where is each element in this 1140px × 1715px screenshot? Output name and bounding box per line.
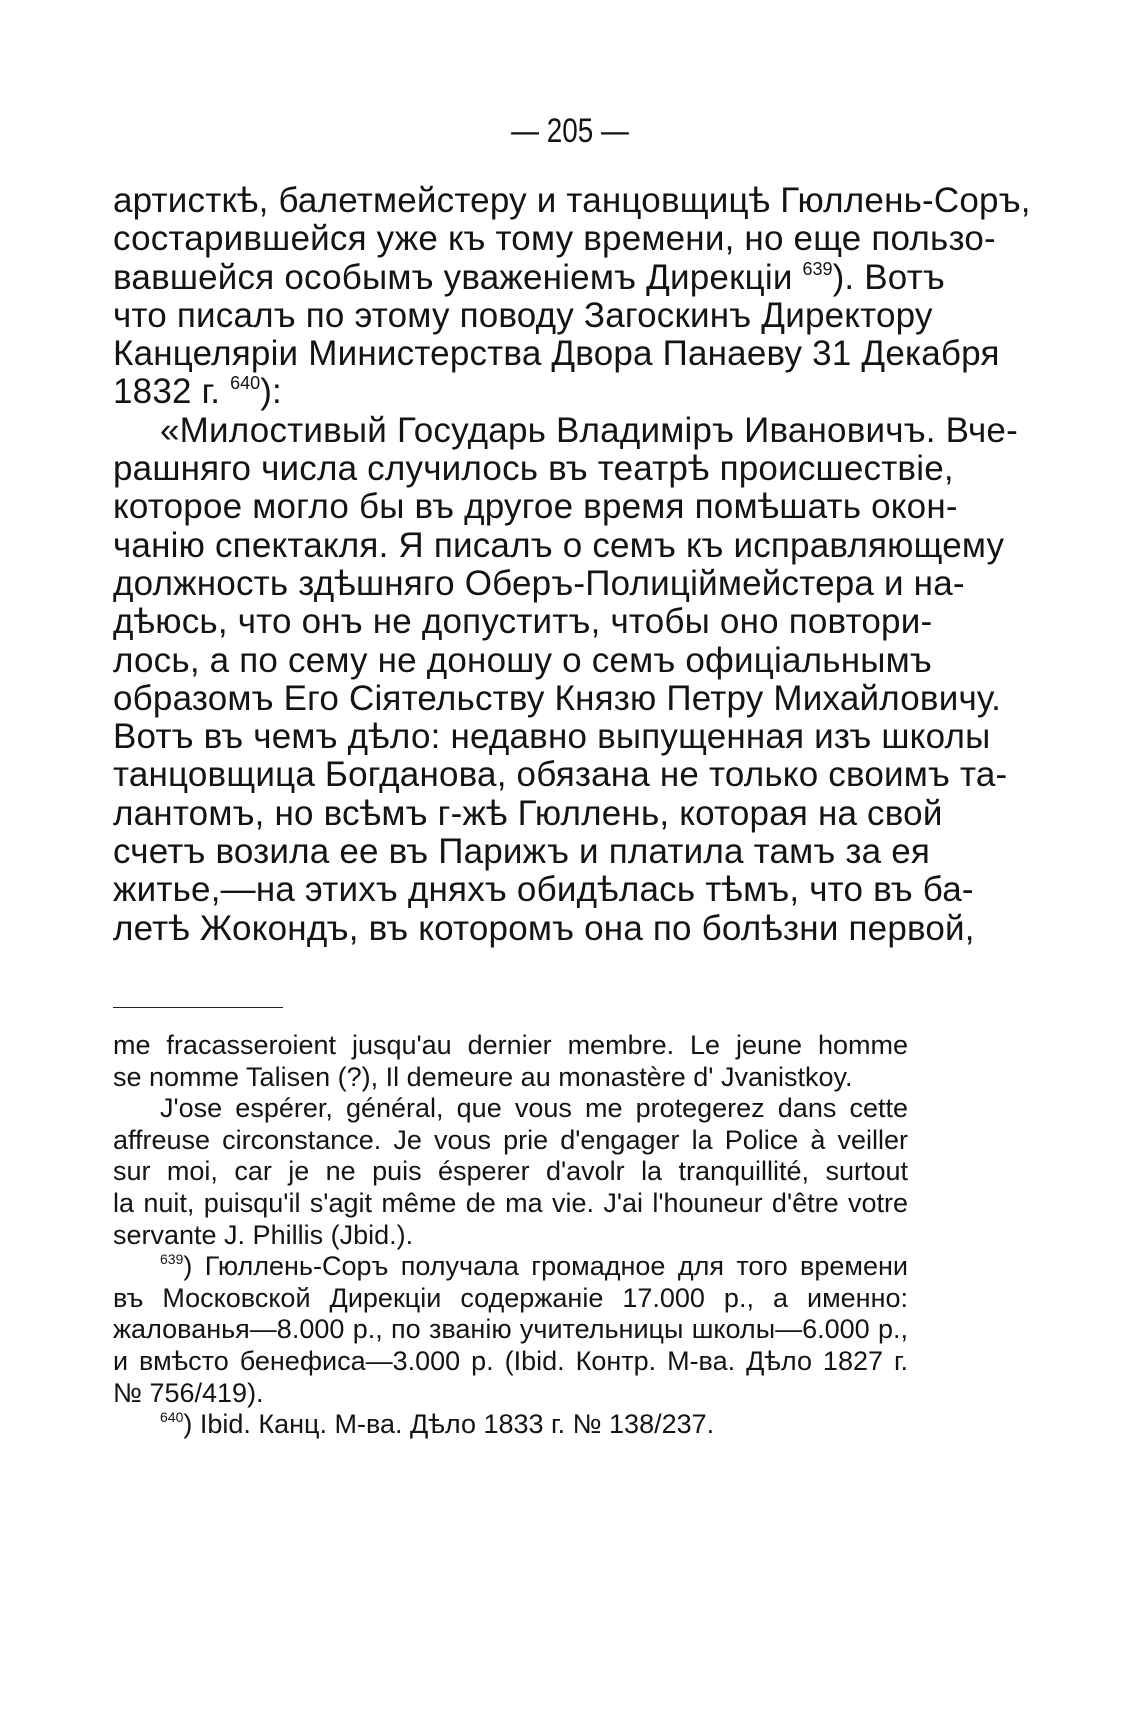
- text-line: рашняго числа случилось въ театрѣ происшествіе,: [113, 449, 954, 489]
- text-line: счетъ возила ее въ Парижъ и платила тамъ за ея: [113, 832, 931, 872]
- footnote-line: sur moi, car je ne puis ésperer d'avolr la tranquillité, surtout: [113, 1156, 908, 1187]
- text-line: состарившейся уже къ тому времени, но еще пользо-: [113, 219, 996, 259]
- text-line: Вотъ въ чемъ дѣло: недавно выпущенная изъ школы: [113, 717, 991, 757]
- footnote-ref-639: 639: [802, 258, 833, 279]
- footnote-line: se nomme Talisen (?), Il demeure au monastère d' Jvanistkoy.: [113, 1061, 853, 1092]
- footnote-640: [113, 1409, 908, 1441]
- text-line: лось, а по сему не доношу о семъ офиціальнымъ: [113, 640, 932, 680]
- text-segment: ) Гюллень-Соръ получала громадное для того времени: [183, 1251, 908, 1282]
- text-line: танцовщица Богданова, обязана не только своимъ та-: [113, 755, 1008, 795]
- text-line: лантомъ, но всѣмъ г-жѣ Гюллень, которая на свой: [113, 793, 943, 833]
- text-segment: 1832 г.: [113, 372, 221, 412]
- text-line: которое могло бы въ другое время помѣшать окон-: [113, 487, 958, 527]
- footnote-number: 640: [160, 1409, 184, 1426]
- footnote-line: J'ose espérer, général, que vous me protegerez dans cette: [160, 1093, 908, 1124]
- text-segment: ):: [260, 372, 282, 412]
- text-line: дѣюсь, что онъ не допуститъ, чтобы оно повтори-: [113, 602, 933, 642]
- footnote-line: me fracasseroient jusqu'au dernier membre. Le jeune homme: [113, 1030, 908, 1060]
- text-line: летѣ Жокондъ, въ которомъ она по болѣзни первой,: [113, 908, 975, 948]
- footnote-ref-640: 640: [230, 373, 261, 394]
- footnote-line: и вмѣсто бенефиса—3.000 р. (Ibid. Контр. М-ва. Дѣло 1827 г.: [113, 1345, 908, 1376]
- text-segment: вавшейся особымъ уваженіемъ Дирекціи: [113, 257, 793, 297]
- text-segment: ) Ibid. Канц. М-ва. Дѣло 1833 г. № 138/237.: [183, 1409, 715, 1440]
- text-line: «Милостивый Государь Владиміръ Ивановичъ. Вче-: [160, 410, 1018, 450]
- footnote-639: [113, 1251, 908, 1283]
- footnote-line: la nuit, puisqu'il s'agit même de ma vie. J'ai l'houneur d'être votre: [113, 1187, 908, 1218]
- main-text: [113, 181, 1031, 948]
- text-line: [113, 257, 946, 297]
- footnote-number: 639: [160, 1251, 184, 1268]
- page-number: — 205 —: [511, 112, 629, 150]
- footnote-line: жалованья—8.000 р., по званію учительницы школы—6.000 р.,: [113, 1314, 908, 1345]
- text-line: образомъ Его Сіятельству Князю Петру Михайловичу.: [113, 678, 1002, 718]
- footnote-line: affreuse circonstance. Je vous prie d'engager la Police à veiller: [113, 1124, 908, 1155]
- text-line: артисткѣ, балетмейстеру и танцовщицѣ Гюллень-Соръ,: [113, 181, 1031, 220]
- text-segment: ). Вотъ: [832, 257, 946, 297]
- text-line: чанію спектакля. Я писалъ о семъ къ исправляющему: [113, 525, 1005, 565]
- footnote-line: servante J. Phillis (Jbid.).: [113, 1219, 414, 1250]
- footnotes: [113, 1030, 908, 1441]
- footnote-divider: [113, 1007, 283, 1008]
- text-line: [113, 373, 908, 411]
- text-line: Канцеляріи Министерства Двора Панаеву 31 Декабря: [113, 334, 1000, 374]
- footnote-line: въ Московской Дирекціи содержаніе 17.000 р., а именно:: [113, 1282, 908, 1313]
- text-line: должность здѣшняго Оберъ-Полиціймейстера и на-: [113, 563, 965, 603]
- text-line: что писалъ по этому поводу Загоскинъ Директору: [113, 295, 933, 335]
- footnote-line: № 756/419).: [113, 1377, 264, 1408]
- text-line: житье,—на этихъ дняхъ обидѣлась тѣмъ, что въ ба-: [113, 870, 974, 910]
